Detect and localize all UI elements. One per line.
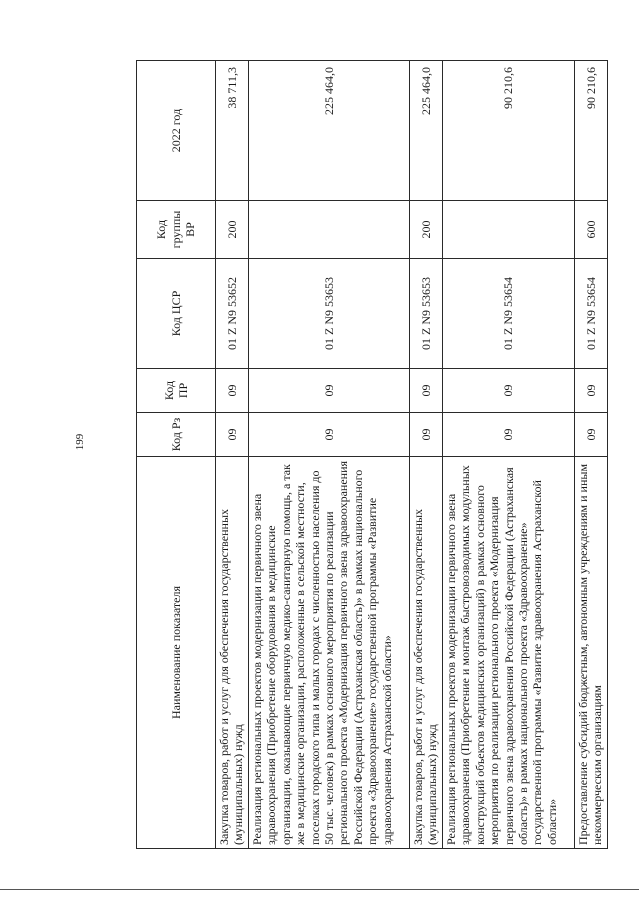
row-name: Закупка товаров, работ и услуг для обеспечения государственных (муниципальных) нужд	[410, 457, 443, 849]
row-2022: 38 711,3	[216, 61, 249, 201]
row-rz: 09	[216, 413, 249, 457]
table-row	[249, 61, 410, 849]
row-vr	[443, 201, 575, 259]
row-2022: 225 464,0	[249, 61, 410, 201]
table-row	[410, 61, 443, 849]
row-vr: 200	[410, 201, 443, 259]
row-vr: 600	[575, 201, 608, 259]
row-pr: 09	[410, 369, 443, 413]
row-csr: 01 Z N9 53653	[410, 259, 443, 369]
row-2022: 90 210,6	[575, 61, 608, 201]
row-2022: 90 210,6	[443, 61, 575, 201]
header-rz: Код Рз	[137, 413, 216, 457]
header-pr: Код ПР	[137, 369, 216, 413]
row-rz: 09	[575, 413, 608, 457]
header-csr: Код ЦСР	[137, 259, 216, 369]
budget-table	[136, 60, 608, 849]
page-number: 199	[74, 433, 86, 451]
row-name: Реализация региональных проектов модернизации первичного звена здравоохранения (Приобретение оборудования в медицинские организации, оказывающие первичную медико-санитарную помощь, а так же в медицинские организации, расположенные в сельской местности, поселках городского типа и малых городах с численностью населения до 50 тыс. человек) в рамках основного мероприятия по реализации регионального проекта «Модернизация первичного звена здравоохранения Российской Федерации (Астраханская область)» в рамках национального проекта «Здравоохранение» государственной программы «Развитие здравоохранения Астраханской области»	[249, 457, 410, 849]
row-csr: 01 Z N9 53654	[443, 259, 575, 369]
row-pr: 09	[216, 369, 249, 413]
row-csr: 01 Z N9 53654	[575, 259, 608, 369]
rotated-page-content	[136, 61, 605, 849]
row-name: Реализация региональных проектов модернизации первичного звена здравоохранения (Приобретение и монтаж быстровозводимых модульных конструкций объектов медицинских организаций) в рамках основного мероприятия по реализации регионального проекта «Модернизация первичного звена здравоохранения Российской Федерации (Астраханская область)» в рамках национального проекта «Здравоохранение» государственной программы «Развитие здравоохранения Астраханской области»	[443, 457, 575, 849]
row-csr: 01 Z N9 53652	[216, 259, 249, 369]
table-row	[575, 61, 608, 849]
row-rz: 09	[249, 413, 410, 457]
scan-edge-line	[0, 889, 639, 890]
row-rz: 09	[443, 413, 575, 457]
row-vr: 200	[216, 201, 249, 259]
header-row	[137, 61, 216, 849]
row-name: Предоставление субсидий бюджетным, автономным учреждениям и иным некоммерческим организациям	[575, 457, 608, 849]
row-name: Закупка товаров, работ и услуг для обеспечения государственных (муниципальных) нужд	[216, 457, 249, 849]
header-name: Наименование показателя	[137, 457, 216, 849]
row-vr	[249, 201, 410, 259]
row-pr: 09	[575, 369, 608, 413]
table-row	[216, 61, 249, 849]
header-2022: 2022 год	[137, 61, 216, 201]
row-rz: 09	[410, 413, 443, 457]
row-csr: 01 Z N9 53653	[249, 259, 410, 369]
header-vr: Код группы ВР	[137, 201, 216, 259]
row-2022: 225 464,0	[410, 61, 443, 201]
row-pr: 09	[249, 369, 410, 413]
table-row	[443, 61, 575, 849]
row-pr: 09	[443, 369, 575, 413]
